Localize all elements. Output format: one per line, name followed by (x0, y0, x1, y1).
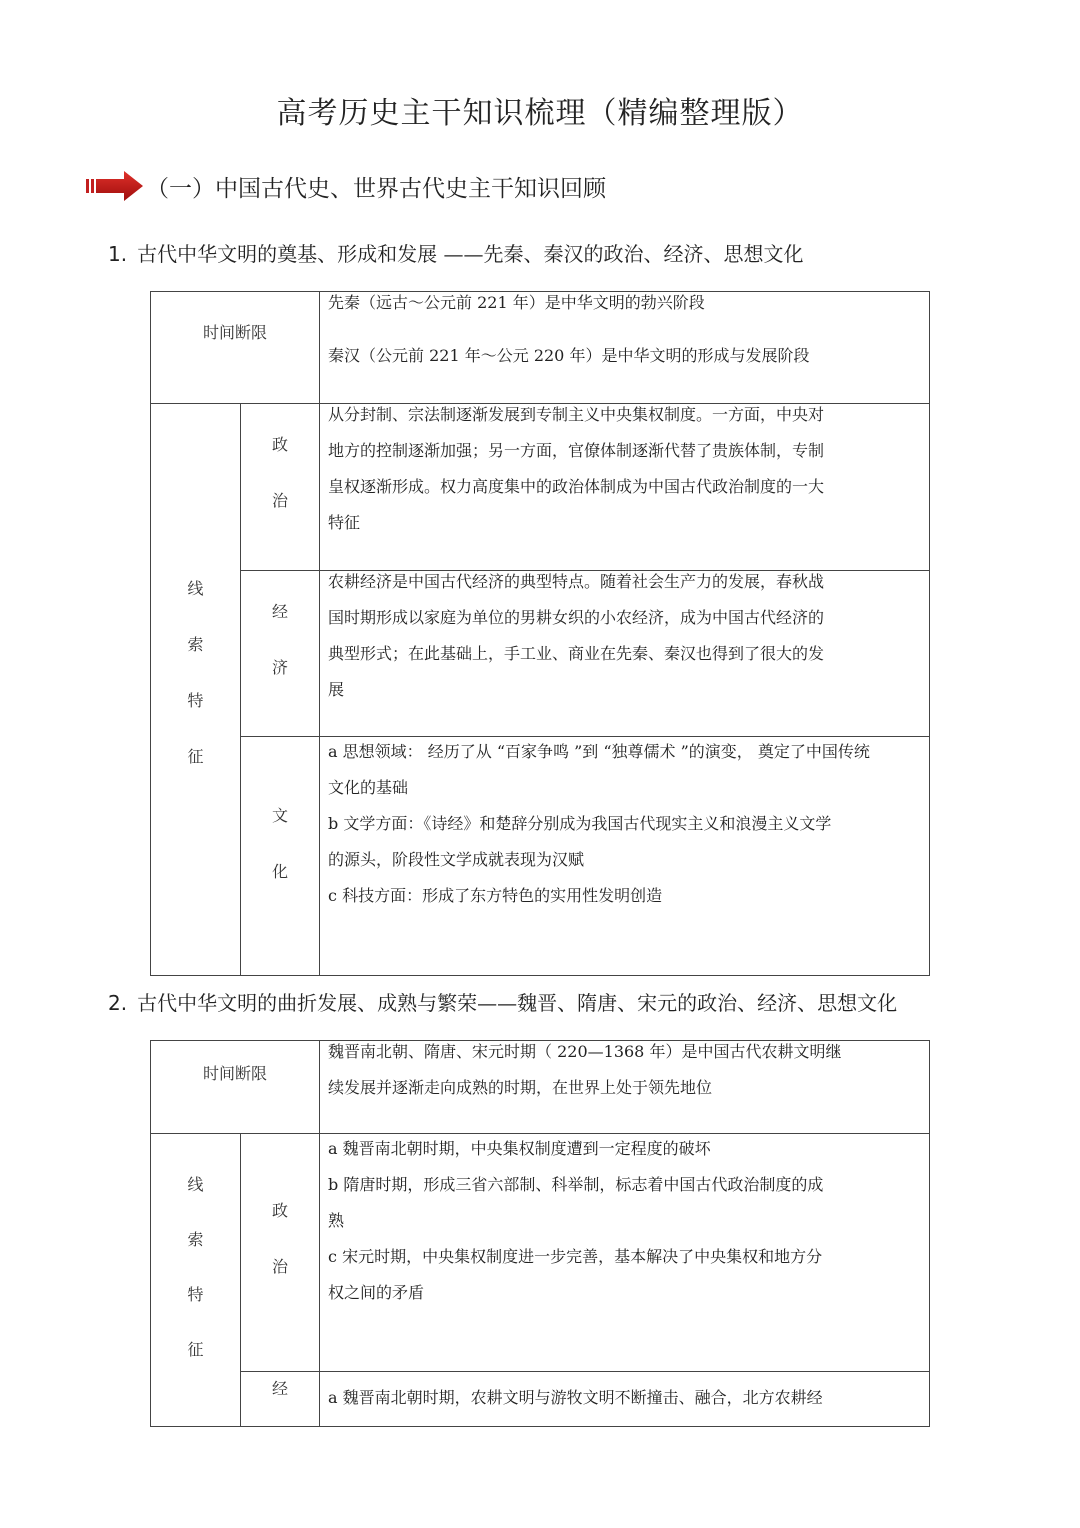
culture-content (320, 737, 930, 976)
time-line: 先秦（远古～公元前 221 年）是中华文明的勃兴阶段 (328, 293, 705, 312)
time-line: 魏晋南北朝、隋唐、宋元时期（ 220—1368 年）是中国古代农耕文明继 (328, 1042, 842, 1061)
table-wei-jin-song-yuan (150, 1040, 930, 1427)
label-char: 文 (272, 806, 289, 825)
time-label-cell (151, 292, 320, 404)
time-line: 秦汉（公元前 221 年～公元 220 年）是中华文明的形成与发展阶段 (328, 346, 810, 365)
heading-1 (108, 238, 803, 267)
time-label: 时间断限 (203, 323, 268, 342)
time-content (320, 1041, 930, 1134)
text-line: 典型形式；在此基础上，手工业、商业在先秦、秦汉也得到了很大的发 (328, 644, 825, 663)
text-line: 文化的基础 (328, 778, 409, 797)
table-qin-han (150, 291, 930, 976)
text-line: 权之间的矛盾 (328, 1283, 425, 1302)
section-label: （一）中国古代史、世界古代史主干知识回顾 (146, 175, 606, 202)
text-line: 熟 (328, 1211, 345, 1230)
economy-content (320, 1372, 930, 1427)
text-line: b 文学方面：《诗经》和楚辞分别成为我国古代现实主义和浪漫主义文学 (328, 814, 832, 833)
clue-char: 征 (187, 1340, 204, 1359)
time-line: 续发展并逐渐走向成熟的时期，在世界上处于领先地位 (328, 1078, 713, 1097)
clue-label-cell (151, 404, 241, 976)
clue-char: 征 (187, 747, 204, 766)
clue-char: 特 (187, 1285, 204, 1304)
label-char: 化 (272, 862, 289, 881)
label-char: 治 (272, 491, 289, 510)
text-line: a 思想领域： 经历了从 “百家争鸣 ”到 “独尊儒术 ”的演变， 奠定了中国传统 (328, 742, 870, 761)
clue-label-cell (151, 1134, 241, 1427)
label-char: 治 (272, 1257, 289, 1276)
clue-char: 索 (187, 635, 204, 654)
heading-2-text: 古代中华文明的曲折发展、成熟与繁荣——魏晋、隋唐、宋元的政治、经济、思想文化 (137, 991, 898, 1015)
text-line: a 魏晋南北朝时期，农耕文明与游牧文明不断撞击、融合，北方农耕经 (328, 1388, 823, 1407)
text-line: c 科技方面：形成了东方特色的实用性发明创造 (328, 886, 663, 905)
text-line: 农耕经济是中国古代经济的典型特点。随着社会生产力的发展，春秋战 (328, 572, 825, 591)
text-line: 地方的控制逐渐加强；另一方面，官僚体制逐渐代替了贵族体制，专制 (328, 441, 825, 460)
text-line: a 魏晋南北朝时期，中央集权制度遭到一定程度的破坏 (328, 1139, 711, 1158)
heading-1-number: 1. (108, 242, 128, 266)
time-content (320, 292, 930, 404)
text-line: 特征 (328, 513, 361, 532)
text-line: 从分封制、宗法制逐渐发展到专制主义中央集权制度。一方面，中央对 (328, 405, 825, 424)
label-char: 济 (272, 658, 289, 677)
economy-content (320, 571, 930, 737)
arrow-right-icon (86, 168, 144, 204)
politics-content (320, 404, 930, 571)
clue-char: 特 (187, 691, 204, 710)
politics-label-cell (241, 404, 320, 571)
time-label: 时间断限 (203, 1064, 268, 1083)
text-line: 皇权逐渐形成。权力高度集中的政治体制成为中国古代政治制度的一大 (328, 477, 825, 496)
politics-label-cell (241, 1134, 320, 1372)
economy-label-cell (241, 1372, 320, 1427)
text-line: c 宋元时期，中央集权制度进一步完善，基本解决了中央集权和地方分 (328, 1247, 823, 1266)
text-line: b 隋唐时期，形成三省六部制、科举制，标志着中国古代政治制度的成 (328, 1175, 824, 1194)
label-char: 政 (272, 1201, 289, 1220)
heading-1-text: 古代中华文明的奠基、形成和发展 ——先秦、秦汉的政治、经济、思想文化 (137, 242, 804, 266)
label-char: 政 (272, 435, 289, 454)
clue-char: 线 (187, 579, 204, 598)
text-line: 国时期形成以家庭为单位的男耕女织的小农经济，成为中国古代经济的 (328, 608, 825, 627)
politics-content (320, 1134, 930, 1372)
economy-label-cell (241, 571, 320, 737)
clue-char: 索 (187, 1230, 204, 1249)
heading-2-number: 2. (108, 991, 128, 1015)
time-label-cell (151, 1041, 320, 1134)
heading-2 (108, 987, 897, 1016)
label-char: 经 (272, 1379, 289, 1398)
clue-char: 线 (187, 1175, 204, 1194)
text-line: 展 (328, 680, 345, 699)
text-line: 的源头，阶段性文学成就表现为汉赋 (328, 850, 585, 869)
culture-label-cell (241, 737, 320, 976)
label-char: 经 (272, 602, 289, 621)
section-heading (86, 168, 606, 204)
page-title: 高考历史主干知识梳理（精编整理版） (276, 96, 804, 131)
